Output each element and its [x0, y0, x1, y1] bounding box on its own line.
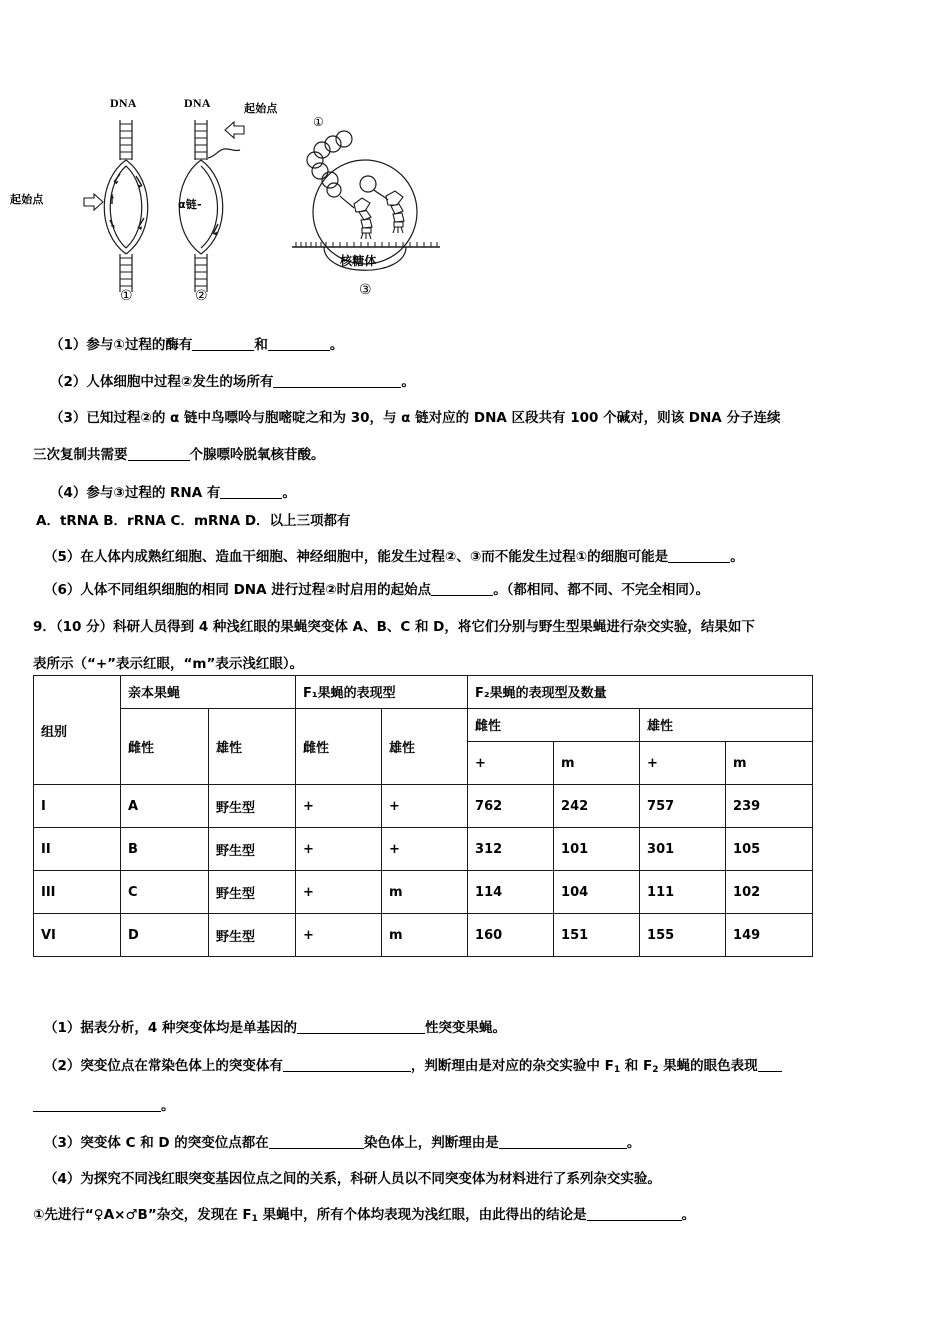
origin-label-left: 起始点 [10, 193, 44, 206]
q8-item1-blank-2[interactable] [268, 350, 330, 351]
th-parent-male: 雄性 [209, 709, 296, 785]
cell-f1-male: + [382, 785, 468, 828]
q9-item4-sub1-sub: 1 [251, 1214, 258, 1224]
dna-label-left: DNA [110, 96, 137, 110]
table-row [34, 785, 813, 828]
polypeptide-number: ① [313, 115, 324, 129]
q8-item2-blank[interactable] [273, 387, 401, 388]
th-f1-female: 雌性 [296, 709, 382, 785]
q8-item6-blank[interactable] [431, 595, 493, 596]
q8-item3-text-a: （3）已知过程②的 α 链中鸟嘌呤与胞嘧啶之和为 30，与 α 链对应的 DNA 区段共有 100 个碱对，则该 DNA 分子连续 [50, 410, 781, 426]
q8-item2-text-b: 。 [401, 374, 415, 390]
cell-parent-female: C [121, 871, 209, 914]
cell-parent-male: 野生型 [209, 785, 296, 828]
cell-f2-female-m: 242 [554, 785, 640, 828]
th-f2-male-plus: + [640, 742, 726, 785]
cross-experiment-table-wrapper [33, 675, 812, 957]
th-f2-female: 雌性 [468, 709, 640, 742]
q9-item4-sub1-blank[interactable] [587, 1220, 682, 1221]
cell-group: VI [34, 914, 121, 957]
cell-f1-female: + [296, 914, 382, 957]
cell-f2-male-plus: 301 [640, 828, 726, 871]
q9-item3-text-c: 。 [626, 1135, 641, 1151]
table-header-row-1 [34, 676, 813, 709]
cell-f2-female-plus: 114 [468, 871, 554, 914]
q9-item3-blank-2[interactable] [499, 1148, 627, 1149]
panel-3-number: ③ [359, 282, 372, 298]
th-f2-male-m: m [726, 742, 813, 785]
q8-item6-text-b: 。（都相同、都不同、不完全相同）。 [493, 582, 710, 598]
cell-group: III [34, 871, 121, 914]
q8-item3-text-b: 三次复制共需要 [33, 447, 128, 463]
q9-stem-line2: 表所示（“+”表示红眼，“m”表示浅红眼）。 [33, 656, 304, 672]
q9-item1-text-a: （1）据表分析，4 种突变体均是单基因的 [44, 1020, 297, 1036]
origin-label-right: 起始点 [244, 102, 278, 115]
q9-item1-text-b: 性突变果蝇。 [425, 1020, 506, 1036]
q8-item5-text-a: （5）在人体内成熟红细胞、造血干细胞、神经细胞中，能发生过程②、③而不能发生过程①的细胞可能是 [44, 549, 669, 565]
dna-label-right: DNA [184, 96, 211, 110]
table-header-row-2 [34, 709, 813, 742]
q8-item2 [50, 370, 415, 390]
alpha-chain-label: α链- [178, 198, 202, 211]
q8-item1-text-b: 和 [254, 337, 268, 353]
th-f2-female-plus: + [468, 742, 554, 785]
q8-item1-text-a: （1）参与①过程的酶有 [50, 337, 193, 353]
q8-item1 [50, 333, 343, 353]
th-parent: 亲本果蝇 [121, 676, 296, 709]
cell-parent-male: 野生型 [209, 828, 296, 871]
th-parent-female: 雌性 [121, 709, 209, 785]
q9-item2-sub-1: 1 [613, 1065, 621, 1075]
cell-f1-male: + [382, 828, 468, 871]
q9-stem-line1: 9．（10 分）科研人员得到 4 种浅红眼的果蝇突变体 A、B、C 和 D，将它们分别与野生型果蝇进行杂交实验，结果如下 [33, 619, 755, 635]
q9-item2-text-e: 。 [161, 1098, 175, 1114]
cell-f1-male: m [382, 914, 468, 957]
cell-f2-female-m: 104 [554, 871, 640, 914]
q8-item1-blank-1[interactable] [192, 350, 254, 351]
q8-item3-line1 [50, 406, 780, 426]
q8-item3-text-c: 个腺嘌呤脱氧核苷酸。 [189, 447, 325, 463]
cell-parent-female: D [121, 914, 209, 957]
cell-f1-female: + [296, 785, 382, 828]
q8-item6 [44, 578, 709, 598]
q9-item2-text-b: ，判断理由是对应的杂交实验中 F [410, 1058, 614, 1074]
cell-f1-female: + [296, 828, 382, 871]
q8-item3-line2 [33, 443, 325, 463]
th-f1-male: 雄性 [382, 709, 468, 785]
q8-item4 [50, 481, 296, 501]
q9-item2-text-a: （2）突变位点在常染色体上的突变体有 [44, 1058, 283, 1074]
table-row [34, 914, 813, 957]
q9-item4: （4）为探究不同浅红眼突变基因位点之间的关系，科研人员以不同突变体为材料进行了系列杂交实验。 [44, 1171, 661, 1187]
cell-parent-male: 野生型 [209, 871, 296, 914]
th-group: 组别 [34, 676, 121, 785]
q8-item4-text-b: 。 [282, 485, 296, 501]
q8-item5 [44, 545, 744, 565]
q8-item1-text-c: 。 [329, 337, 344, 353]
q9-item3 [44, 1131, 640, 1151]
th-f2: F₂果蝇的表现型及数量 [468, 676, 813, 709]
q8-item2-text-a: （2）人体细胞中过程②发生的场所有 [50, 374, 274, 390]
cell-parent-female: A [121, 785, 209, 828]
cell-f2-female-m: 151 [554, 914, 640, 957]
q9-item2-sub-2: 2 [652, 1065, 659, 1075]
cell-f1-female: + [296, 871, 382, 914]
diagram-svg [48, 92, 448, 307]
table-row [34, 828, 813, 871]
table-row [34, 871, 813, 914]
cell-f2-female-plus: 312 [468, 828, 554, 871]
q8-item5-text-b: 。 [730, 549, 744, 565]
q9-item4-sub1-text-c: 。 [681, 1207, 696, 1223]
panel-1-number: ① [120, 288, 133, 304]
cell-f2-female-plus: 762 [468, 785, 554, 828]
q9-item2-line1 [44, 1054, 782, 1075]
cell-parent-female: B [121, 828, 209, 871]
q9-item4-sub1 [33, 1203, 695, 1224]
cell-f1-male: m [382, 871, 468, 914]
q9-item3-blank-1[interactable] [269, 1148, 364, 1149]
q8-item6-text-a: （6）人体不同组织细胞的相同 DNA 进行过程②时启用的起始点 [44, 582, 432, 598]
q8-item3-blank[interactable] [128, 460, 190, 461]
q9-item2-text-d: 果蝇的眼色表现 [658, 1058, 758, 1074]
cell-f2-male-plus: 155 [640, 914, 726, 957]
q9-item3-text-b: 染色体上，判断理由是 [363, 1135, 499, 1151]
q9-item1-blank[interactable] [297, 1033, 425, 1034]
panel-2-number: ② [195, 288, 208, 304]
cell-f2-female-m: 101 [554, 828, 640, 871]
cell-f2-male-m: 149 [726, 914, 813, 957]
cell-f2-male-m: 239 [726, 785, 813, 828]
q9-item1 [44, 1016, 506, 1036]
q8-item4-text-a: （4）参与③过程的 RNA 有 [50, 485, 221, 501]
cell-parent-male: 野生型 [209, 914, 296, 957]
q9-item4-sub1-text-a: ①先进行“♀A×♂B”杂交，发现在 F [33, 1207, 252, 1223]
cell-f2-male-plus: 757 [640, 785, 726, 828]
cell-f2-male-plus: 111 [640, 871, 726, 914]
q8-item5-blank[interactable] [668, 562, 730, 563]
cell-group: II [34, 828, 121, 871]
ribosome-label: 核糖体 [340, 254, 377, 268]
cell-f2-male-m: 105 [726, 828, 813, 871]
q8-item4-blank[interactable] [220, 498, 282, 499]
q8-item4-options[interactable]: A．tRNA B．rRNA C．mRNA D．以上三项都有 [36, 513, 351, 529]
q9-item2-blank-3[interactable] [33, 1111, 161, 1112]
th-f1: F₁果蝇的表现型 [296, 676, 468, 709]
q9-item3-text-a: （3）突变体 C 和 D 的突变位点都在 [44, 1135, 269, 1151]
th-f2-female-m: m [554, 742, 640, 785]
th-f2-male: 雄性 [640, 709, 813, 742]
cell-f2-female-plus: 160 [468, 914, 554, 957]
q9-item2-text-c: 和 F [620, 1058, 653, 1074]
cross-experiment-table [33, 675, 813, 957]
cell-f2-male-m: 102 [726, 871, 813, 914]
q9-item4-sub1-text-b: 果蝇中，所有个体均表现为浅红眼，由此得出的结论是 [257, 1207, 587, 1223]
cell-group: I [34, 785, 121, 828]
biology-diagram [10, 92, 448, 307]
q9-item2-line2 [33, 1094, 175, 1114]
q9-item2-blank-1[interactable] [283, 1071, 411, 1072]
q9-item2-blank-2[interactable] [758, 1071, 782, 1072]
